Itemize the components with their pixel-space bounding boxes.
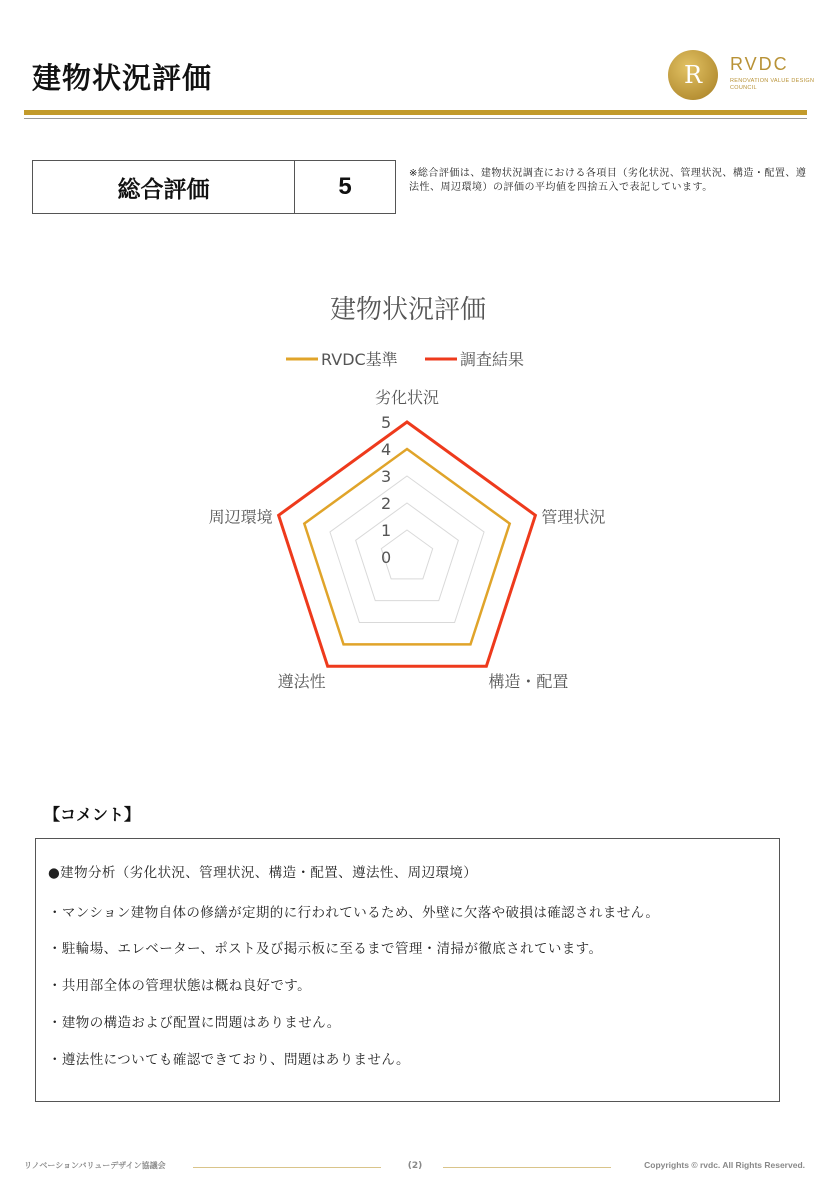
logo-letter: R bbox=[683, 61, 703, 89]
comment-line: ・建物の構造および配置に問題はありません。 bbox=[48, 1015, 341, 1031]
comment-line: ・駐輪場、エレベーター、ポスト及び掲示板に至るまで管理・清掃が徹底されています。 bbox=[48, 941, 603, 957]
legend-label-result: 調査結果 bbox=[460, 350, 525, 369]
category-label: 管理状況 bbox=[541, 507, 606, 527]
logo-subtitle-line1: RENOVATION VALUE DESIGN bbox=[730, 78, 815, 84]
page-title: 建物状況評価 bbox=[32, 61, 213, 95]
rvdc-logo bbox=[668, 50, 818, 102]
footer-organization: リノベーションバリューデザイン協議会 bbox=[24, 1161, 166, 1170]
tick-label: 3 bbox=[381, 467, 392, 486]
chart-legend bbox=[286, 350, 524, 369]
overall-rating-value: 5 bbox=[338, 173, 352, 200]
logo-subtitle bbox=[730, 78, 814, 92]
footer-copyright: Copyrights © rvdc. All Rights Reserved. bbox=[644, 1160, 805, 1170]
footer-divider-left bbox=[193, 1167, 381, 1168]
radar-series bbox=[279, 422, 536, 666]
category-label: 周辺環境 bbox=[208, 507, 273, 527]
overall-rating-note: ※総合評価は、建物状況調査における各項目（劣化状況、管理状況、構造・配置、遵法性、周辺環境）の評価の平均値を四捨五入で表記しています。 bbox=[409, 168, 807, 193]
page-footer bbox=[0, 1160, 830, 1176]
chart-title: 建物状況評価 bbox=[329, 295, 487, 325]
series-line-result bbox=[279, 422, 536, 666]
header-rule-gold bbox=[24, 110, 807, 115]
overall-rating-label: 総合評価 bbox=[33, 161, 295, 213]
category-label: 遵法性 bbox=[277, 672, 326, 692]
comment-line: ・マンション建物自体の修繕が定期的に行われているため、外壁に欠落や破損は確認されません。 bbox=[48, 905, 660, 921]
radar-category-labels bbox=[209, 388, 606, 691]
logo-subtitle-line2: COUNCIL bbox=[730, 85, 757, 91]
category-label: 構造・配置 bbox=[488, 672, 569, 692]
tick-label: 5 bbox=[381, 413, 392, 432]
comment-box bbox=[35, 838, 780, 1102]
overall-rating-table bbox=[32, 160, 396, 214]
category-label: 劣化状況 bbox=[374, 388, 440, 407]
tick-label: 0 bbox=[381, 548, 392, 567]
radar-chart bbox=[0, 270, 830, 710]
tick-label: 1 bbox=[381, 521, 392, 540]
comment-line: ・共用部全体の管理状態は概ね良好です。 bbox=[48, 978, 312, 994]
footer-divider-right bbox=[443, 1167, 611, 1168]
legend-label-standard: RVDC基準 bbox=[321, 350, 398, 369]
tick-label: 4 bbox=[381, 440, 392, 459]
tick-label: 2 bbox=[381, 494, 392, 513]
header-rule-gray bbox=[24, 118, 807, 119]
grid-ring bbox=[356, 503, 459, 601]
comment-heading: 【コメント】 bbox=[44, 805, 141, 824]
comment-line: ・遵法性についても確認できており、問題はありません。 bbox=[48, 1052, 410, 1068]
footer-page-number: (2) bbox=[407, 1161, 423, 1171]
logo-name: RVDC bbox=[730, 54, 789, 74]
comment-line: ●建物分析（劣化状況、管理状況、構造・配置、遵法性、周辺環境） bbox=[48, 865, 478, 881]
